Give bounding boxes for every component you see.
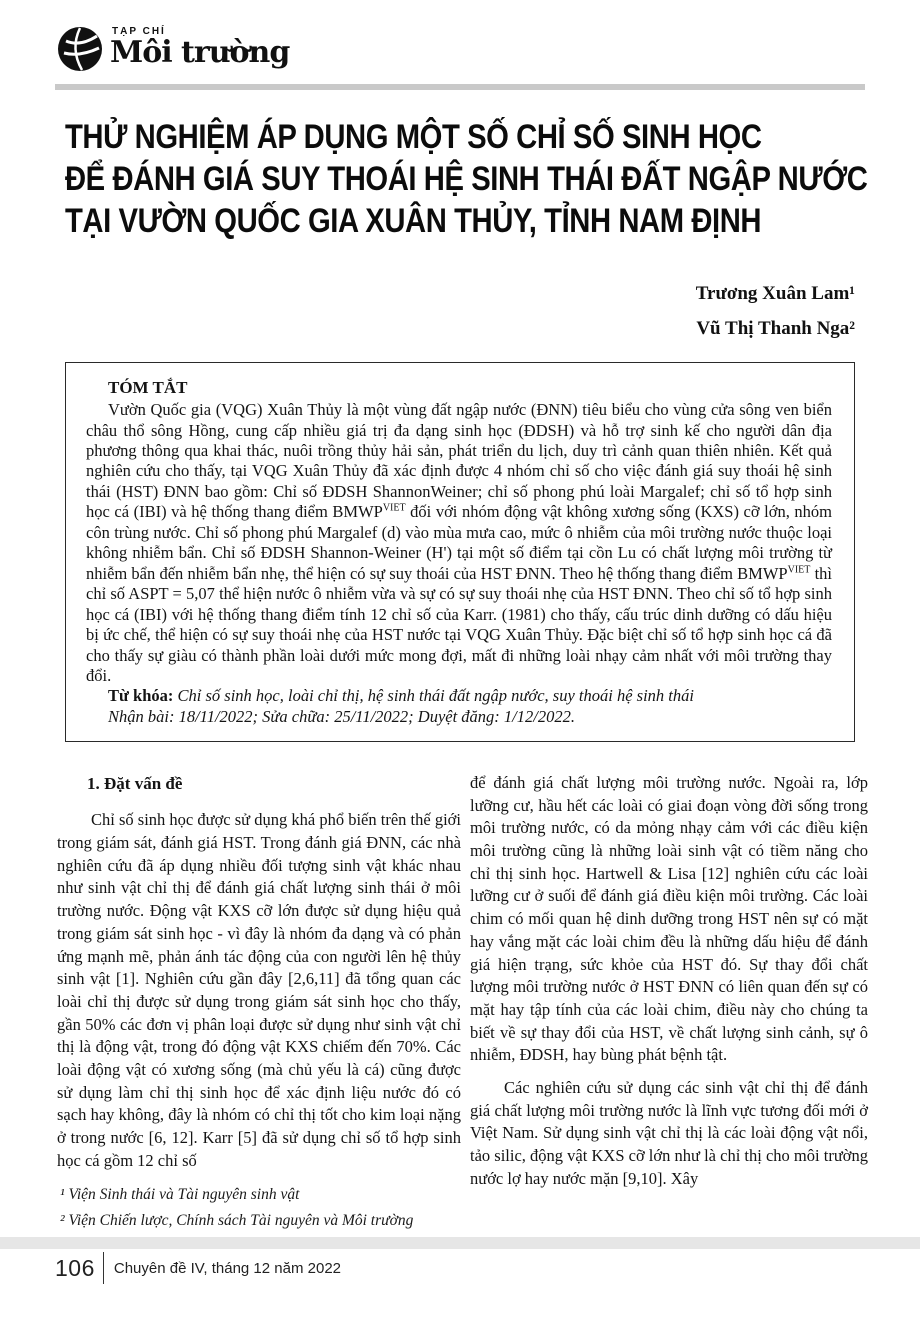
masthead-text [110, 26, 289, 70]
dates-line: Nhận bài: 18/11/2022; Sửa chữa: 25/11/2022; Duyệt đăng: 1/12/2022. [108, 706, 575, 726]
masthead-divider [55, 84, 865, 90]
title-line-3: TẠI VƯỜN QUỐC GIA XUÂN THỦY, TỈNH NAM ĐỊNH [65, 202, 762, 241]
article-title [65, 116, 867, 242]
journal-type-label: TẠP CHÍ [112, 26, 166, 37]
body-paragraph-right-2: Các nghiên cứu sử dụng các sinh vật chỉ thị để đánh giá chất lượng môi trường nước là lĩnh vực tương đối mới ở Việt Nam. Sử dụng sinh vật chỉ thị là các loài động vật nổi, tảo silic, động vật KXS cỡ lớn như là chỉ thị cho môi trường nước lợ hay nước mặn [9,10]. Xây [470, 1077, 868, 1188]
keywords-text: Chỉ số sinh học, loài chỉ thị, hệ sinh thái đất ngập nước, suy thoái hệ sinh thái [173, 686, 694, 706]
body-column-right [470, 772, 868, 1190]
title-line-1: THỬ NGHIỆM ÁP DỤNG MỘT SỐ CHỈ SỐ SINH HỌC [65, 118, 762, 156]
author-block [696, 276, 855, 346]
footnotes [60, 1182, 490, 1235]
author-1: Trương Xuân Lam¹ [695, 283, 855, 304]
section-1-heading: 1. Đặt vấn đề [87, 774, 183, 793]
title-line-2: ĐỂ ĐÁNH GIÁ SUY THOÁI HỆ SINH THÁI ĐẤT NGẬP NƯỚC [65, 160, 868, 199]
body-paragraph-left: Chỉ số sinh học được sử dụng khá phổ biến trên thế giới trong giám sát, đánh giá HST. Trong đánh giá ĐNN, các nhà nghiên cứu đã áp dụng nhiều đối tượng sinh vật khác nhau như sinh vật chỉ thị để đánh giá chất lượng sinh thái ở môi trường nước. Động vật KXS cỡ lớn được sử dụng hiệu quả trong giám sát sinh học - vì đây là nhóm đa dạng và có phản ứng mạnh mẽ, phản ánh tác động của con người lên hệ thủy sinh vật [1]. Nghiên cứu gần đây [2,6,11] đã tổng quan các loài chỉ thị được sử dụng trong giám sát sinh học cho thấy, gần 50% các đơn vị phân loại được sử dụng như sinh vật chỉ thị là động vật, trong đó động vật KXS chiếm đến 70%. Các loài động vật có xương sống (mà chủ yếu là cá) cũng được sử dụng làm chỉ thị sinh học để xác định liệu nước đó có sạch hay không, đây là nhóm có chỉ thị tốt cho kim loại nặng ở trong nước [6, 12]. Karr [5] đã sử dụng chỉ số tổ hợp sinh học cá gồm 12 chỉ số [57, 810, 461, 1170]
footer-issue-label: Chuyên đề IV, tháng 12 năm 2022 [113, 1259, 341, 1277]
footer-divider [103, 1252, 104, 1284]
abstract-box [65, 362, 855, 742]
abstract-heading: TÓM TẮT [108, 378, 188, 397]
footer [55, 1252, 341, 1284]
journal-name: Môi trường [110, 35, 290, 70]
footnote-1: ¹ Viện Sinh thái và Tài nguyên sinh vật [60, 1186, 300, 1203]
journal-masthead [57, 26, 289, 72]
keywords-line [86, 686, 832, 706]
footnote-2: ² Viện Chiến lược, Chính sách Tài nguyên và Môi trường [60, 1212, 414, 1230]
globe-icon [57, 26, 103, 72]
page-number: 106 [55, 1254, 95, 1281]
body-paragraph-right-continuation: để đánh giá chất lượng môi trường nước. Ngoài ra, lớp lưỡng cư, hầu hết các loài có giai đoạn vòng đời sống trong môi trường nước, có da mỏng nhạy cảm với các điều kiện môi trường cũng là những loài sinh vật có tiềm năng cho chỉ thị sinh học. Hartwell & Lisa [12] nghiên cứu các loài lưỡng cư ở suối để đánh giá điều kiện môi trường. Các loài chim có mối quan hệ dinh dưỡng trong HST nên sự có mặt hay vắng mặt các loài chim đều là những dấu hiệu để đánh giá hiện trạng, sức khỏe của HST đó. Sự thay đổi chất lượng môi trường nước ở HST ĐNN có liên quan đến sự có mặt hay tập tính của các loài chim, điều này cho chúng ta biết về sự thay đổi của HST, về chất lượng sinh cảnh, sự ô nhiễm, ĐDSH, hay bùng phát bệnh tật. [470, 773, 868, 1065]
footer-strip [0, 1237, 920, 1249]
body-column-left [57, 772, 461, 1172]
keywords-label: Từ khóa: [108, 686, 174, 706]
author-2: Vũ Thị Thanh Nga² [696, 318, 855, 340]
abstract-body: Vườn Quốc gia (VQG) Xuân Thủy là một vùng đất ngập nước (ĐNN) tiêu biểu cho vùng cửa sông ven biển châu thổ sông Hồng, cung cấp nhiều giá trị đa dạng sinh học (ĐDSH) và hỗ trợ sinh kế cho người dân địa phương thông qua khai thác, nuôi trồng thủy hải sản, phát triển du lịch, duy trì cảnh quan thiên nhiên. Kết quả nghiên cứu cho thấy, tại VQG Xuân Thủy đã xác định được 4 nhóm chỉ số cho việc đánh giá suy thoái hệ sinh thái (HST) ĐNN bao gồm: Chỉ số ĐDSH ShannonWeiner; chỉ số phong phú loài Margalef; chỉ số tổ hợp sinh học cá (IBI) và hệ thống thang điểm $BMWP^{VIET}$ đối với nhóm động vật không xương sống (KXS) cỡ lớn, nhóm côn trùng nước. Chỉ số phong phú Margalef (d) vào mùa mưa cao, mức ô nhiễm của môi trường nước thuộc loại không nhiễm bẩn. Chỉ số ĐDSH Shannon-Weiner (H') tại một số điểm tại cồn Lu có chất lượng môi trường từ nhiễm bẩn đến nhiễm bẩn nhẹ, thể hiện có sự suy thoái của HST ĐNN. Theo hệ thống thang điểm $BMWP^{VIET}$ thì chỉ số ASPT = 5,07 thể hiện nước ô nhiễm vừa và sự có sự suy thoái nhẹ của HST ĐNN. Theo chỉ số tổ hợp sinh học cá (IBI) với hệ thống thang điểm tính 12 chỉ số của Karr. (1981) cho thấy, cấu trúc dinh dưỡng có dấu hiệu bị ức chế, thể hiện có sự suy thoái nhẹ của HST nước tại VQG Xuân Thủy. Đặc biệt chỉ số tổ hợp sinh học cá đã cho thấy sự giàu có thành phần loài dưới mức mong đợi, mất đi những loài nhạy cảm nhất với môi trường thay đổi. [86, 400, 832, 685]
